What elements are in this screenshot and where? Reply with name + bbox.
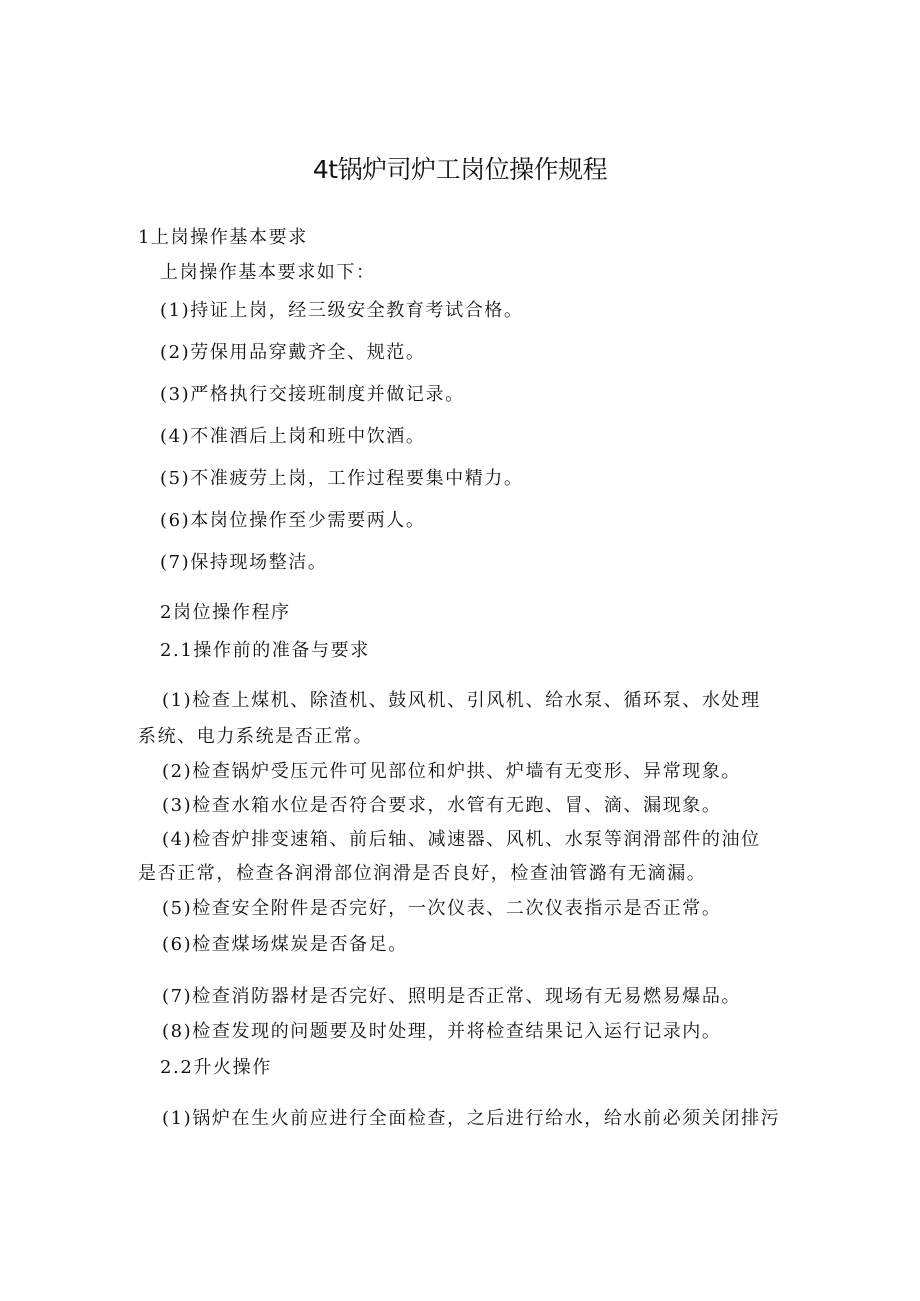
section-2-1-line: (6)检查煤场煤炭是否备足。 bbox=[162, 934, 408, 955]
section-2-1-line: (1)检查上煤机、除渣机、鼓风机、引风机、给水泵、循环泵、水处理 bbox=[162, 690, 761, 711]
section-2-1-line: (8)检查发现的问题要及时处理，并将检查结果记入运行记录内。 bbox=[162, 1021, 722, 1042]
section-1-item: (7)保持现场整洁。 bbox=[160, 552, 328, 573]
section-2-1-line: (2)检查锅炉受压元件可见部位和炉拱、炉墙有无变形、异常现象。 bbox=[162, 761, 742, 782]
section-1-item: (5)不准疲劳上岗，工作过程要集中精力。 bbox=[160, 468, 524, 489]
section-2-1-line: (5)检查安全附件是否完好，一次仪表、二次仪表指示是否正常。 bbox=[162, 898, 722, 919]
section-1-item: (6)本岗位操作至少需要两人。 bbox=[160, 510, 426, 531]
section-2-2-line: (1)锅炉在生火前应进行全面检查，之后进行给水，给水前必须关闭排污 bbox=[162, 1108, 781, 1129]
section-1-item: (1)持证上岗，经三级安全教育考试合格。 bbox=[160, 300, 524, 321]
section-2-1-line: 系统、电力系统是否正常。 bbox=[138, 726, 374, 747]
section-2-2-heading: 2.2升火操作 bbox=[160, 1057, 272, 1078]
section-2-1-line: (7)检查消防器材是否完好、照明是否正常、现场有无易燃易爆品。 bbox=[162, 986, 742, 1007]
section-2-1-line: (3)检查水箱水位是否符合要求，水管有无跑、冒、滴、漏现象。 bbox=[162, 795, 722, 816]
section-1-item: (3)严格执行交接班制度并做记录。 bbox=[160, 384, 465, 405]
section-2-1-line: (4)检杳炉排变速箱、前后轴、减速器、风机、水泵等润滑部件的油位 bbox=[162, 829, 761, 850]
section-1-item: (2)劳保用品穿戴齐全、规范。 bbox=[160, 342, 426, 363]
section-2-1-heading: 2.1操作前的准备与要求 bbox=[160, 640, 370, 661]
section-1-intro: 上岗操作基本要求如下： bbox=[160, 262, 376, 283]
section-1-item: (4)不准酒后上岗和班中饮酒。 bbox=[160, 426, 426, 447]
section-2-heading: 2岗位操作程序 bbox=[160, 602, 291, 623]
section-2-1-line: 是否正常，检查各润滑部位润滑是否良好，检查油管潞有无滴漏。 bbox=[138, 863, 707, 884]
section-1-heading: 1上岗操作基本要求 bbox=[138, 227, 308, 248]
document-title: 4t锅炉司炉工岗位操作规程 bbox=[312, 155, 608, 184]
